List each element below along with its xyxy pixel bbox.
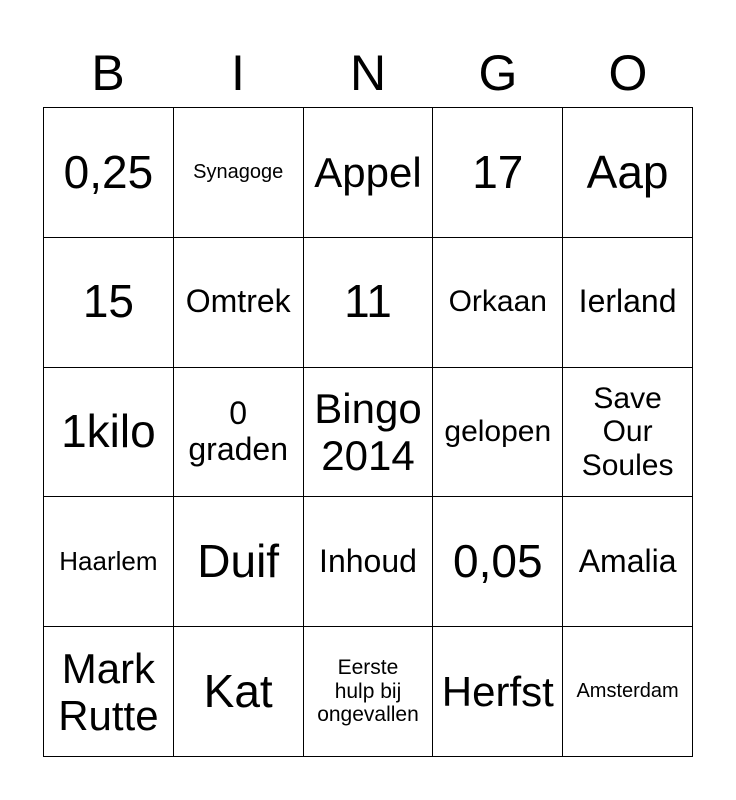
bingo-cell[interactable] <box>44 627 174 757</box>
cell-text: Amalia <box>578 542 677 579</box>
bingo-cell[interactable] <box>304 238 434 368</box>
cell-text: gelopen <box>444 415 552 449</box>
bingo-cell[interactable] <box>433 627 563 757</box>
cell-text: Aap <box>586 145 669 198</box>
cell-text: Haarlem <box>59 546 158 577</box>
bingo-cell[interactable] <box>304 108 434 238</box>
bingo-cell[interactable] <box>563 627 693 757</box>
cell-text: 17 <box>472 145 524 198</box>
bingo-cell[interactable] <box>304 368 434 498</box>
header-letter-o: O <box>608 45 648 101</box>
cell-text: 0 graden <box>188 395 289 467</box>
cell-text: 11 <box>344 275 392 328</box>
cell-text: Bingo 2014 <box>314 384 422 479</box>
bingo-cell[interactable] <box>174 238 304 368</box>
header-letter-n: N <box>349 45 387 101</box>
cell-text: Duif <box>197 535 280 588</box>
cell-text: 1kilo <box>61 405 156 458</box>
cell-text: Kat <box>203 664 273 717</box>
cell-text: Mark Rutte <box>58 644 159 739</box>
bingo-cell[interactable] <box>44 108 174 238</box>
bingo-header <box>43 40 693 106</box>
cell-text: 0,25 <box>63 145 154 198</box>
bingo-cell[interactable] <box>174 497 304 627</box>
bingo-card-grid <box>43 107 693 757</box>
header-letter-g: G <box>478 45 518 101</box>
cell-text: Orkaan <box>448 285 547 319</box>
cell-text: Save Our Soules <box>581 381 674 482</box>
bingo-cell[interactable] <box>44 497 174 627</box>
cell-text: Eerste hulp bij ongevallen <box>317 656 419 727</box>
cell-text: Amsterdam <box>576 680 679 703</box>
cell-text: Synagoge <box>193 161 284 184</box>
cell-text: 15 <box>82 275 134 328</box>
header-letter-i: I <box>231 45 245 101</box>
bingo-cell[interactable] <box>563 497 693 627</box>
cell-text: Herfst <box>441 668 554 716</box>
cell-text: 0,05 <box>453 535 543 588</box>
bingo-cell[interactable] <box>563 238 693 368</box>
bingo-cell[interactable] <box>563 108 693 238</box>
bingo-cell[interactable] <box>433 238 563 368</box>
bingo-cell[interactable] <box>44 368 174 498</box>
cell-text: Ierland <box>578 283 677 320</box>
bingo-cell[interactable] <box>563 368 693 498</box>
bingo-cell[interactable] <box>304 497 434 627</box>
bingo-cell[interactable] <box>174 627 304 757</box>
bingo-cell[interactable] <box>44 238 174 368</box>
bingo-cell[interactable] <box>433 108 563 238</box>
bingo-cell[interactable] <box>433 368 563 498</box>
cell-text: Inhoud <box>319 542 417 579</box>
bingo-cell[interactable] <box>174 368 304 498</box>
bingo-cell[interactable] <box>304 627 434 757</box>
bingo-cell[interactable] <box>433 497 563 627</box>
bingo-cell[interactable] <box>174 108 304 238</box>
header-letter-b: B <box>91 45 125 101</box>
cell-text: Omtrek <box>185 283 291 320</box>
cell-text: Appel <box>314 148 422 196</box>
